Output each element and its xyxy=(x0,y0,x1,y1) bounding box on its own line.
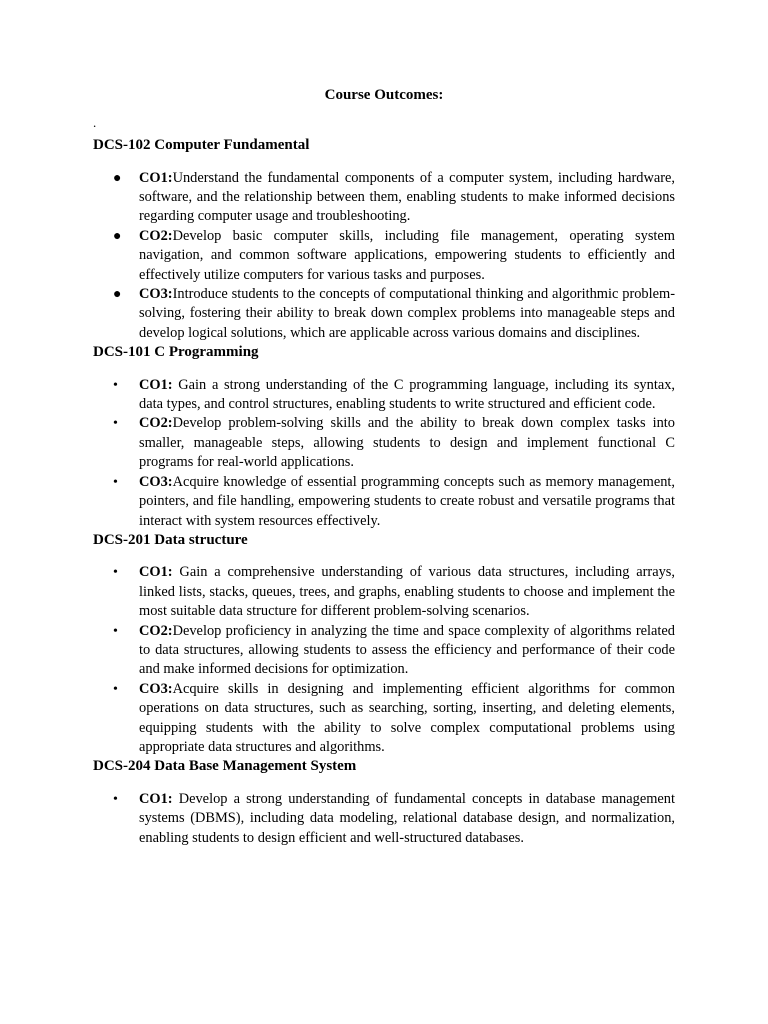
bullet-icon: • xyxy=(113,474,118,490)
section-dcs-101 xyxy=(93,343,675,531)
section-dcs-102 xyxy=(93,136,675,343)
stray-mark: . xyxy=(93,115,97,130)
list-item xyxy=(93,376,675,415)
bullet-filled-icon: ● xyxy=(113,286,122,302)
section-heading: DCS-102 Computer Fundamental xyxy=(93,137,310,153)
outcome-text: Develop problem-solving skills and the ability to break down complex tasks into smaller, manageable steps, allowing students to design and implement functional C programs for real-world applications. xyxy=(139,415,675,471)
section-heading: DCS-204 Data Base Management System xyxy=(93,758,357,775)
list-item xyxy=(93,680,675,758)
outcome-text: Acquire skills in designing and implementing efficient algorithms for common operations on data structures, such as searching, sorting, inserting, and deleting elements, equipping students with the ability to solve complex computational problems using appropriate data structures and algorithms. xyxy=(139,680,675,756)
bullet-icon: • xyxy=(113,416,118,432)
outcome-label: CO2: xyxy=(139,227,173,244)
outcome-label: CO1: xyxy=(139,790,173,807)
list-item xyxy=(93,169,675,227)
outcome-label: CO2: xyxy=(139,415,173,432)
outcome-list xyxy=(93,790,675,848)
outcome-list xyxy=(93,376,675,531)
outcome-list xyxy=(93,169,675,344)
outcome-label: CO2: xyxy=(139,622,173,639)
outcome-list xyxy=(93,563,675,757)
outcome-text: Develop proficiency in analyzing the time and space complexity of algorithms related to data structures, allowing students to assess the efficiency and performance of their code and make informed decisions for optimization. xyxy=(139,622,675,678)
outcome-label: CO3: xyxy=(139,680,173,697)
list-item xyxy=(93,473,675,531)
list-item xyxy=(93,563,675,621)
bullet-icon: • xyxy=(113,377,118,393)
outcome-text: Introduce students to the concepts of computational thinking and algorithmic problem-solving, fostering their ability to break down complex problems into manageable steps and develop logical solutions, which are applicable across various domains and disciplines. xyxy=(139,285,675,341)
section-dcs-201 xyxy=(93,531,675,758)
section-heading: DCS-101 C Programming xyxy=(93,344,259,361)
outcome-text: Develop basic computer skills, including file management, operating system navigation, and common software applications, empowering students to efficiently and effectively utilize computers for various tasks and purposes. xyxy=(139,227,675,283)
list-item xyxy=(93,622,675,680)
section-heading: DCS-201 Data structure xyxy=(93,531,248,548)
list-item xyxy=(93,790,675,848)
outcome-text: Acquire knowledge of essential programming concepts such as memory management, pointers, and file handling, empowering students to create robust and versatile programs that interact with system resources effectively. xyxy=(139,473,675,529)
document-body xyxy=(93,136,675,848)
outcome-text: Gain a strong understanding of the C programming language, including its syntax, data types, and control structures, enabling students to write structured and efficient code. xyxy=(139,376,675,413)
page-title: Course Outcomes: xyxy=(324,87,444,103)
section-dcs-204 xyxy=(93,757,675,848)
outcome-label: CO3: xyxy=(139,285,173,302)
bullet-filled-icon: ● xyxy=(113,228,122,244)
list-item xyxy=(93,227,675,285)
outcome-text: Gain a comprehensive understanding of various data structures, including arrays, linked lists, stacks, queues, trees, and graphs, enabling students to choose and implement the most suitable data structure for different problem-solving scenarios. xyxy=(139,564,675,620)
list-item xyxy=(93,414,675,472)
outcome-label: CO1: xyxy=(139,376,173,393)
outcome-text: Understand the fundamental components of a computer system, including hardware, software, and the relationship between them, enabling students to make informed decisions regarding computer usage and troubleshooting. xyxy=(139,169,675,225)
bullet-filled-icon: ● xyxy=(113,170,122,186)
list-item xyxy=(93,285,675,343)
outcome-text: Develop a strong understanding of fundamental concepts in database management systems (DBMS), including data modeling, relational database design, and normalization, enabling students to design efficient and well-structured databases. xyxy=(139,790,675,846)
bullet-icon: • xyxy=(113,681,118,697)
outcome-label: CO1: xyxy=(139,564,173,581)
bullet-icon: • xyxy=(113,623,118,639)
bullet-icon: • xyxy=(113,565,118,581)
bullet-icon: • xyxy=(113,791,118,807)
outcome-label: CO3: xyxy=(139,473,173,490)
outcome-label: CO1: xyxy=(139,169,173,186)
